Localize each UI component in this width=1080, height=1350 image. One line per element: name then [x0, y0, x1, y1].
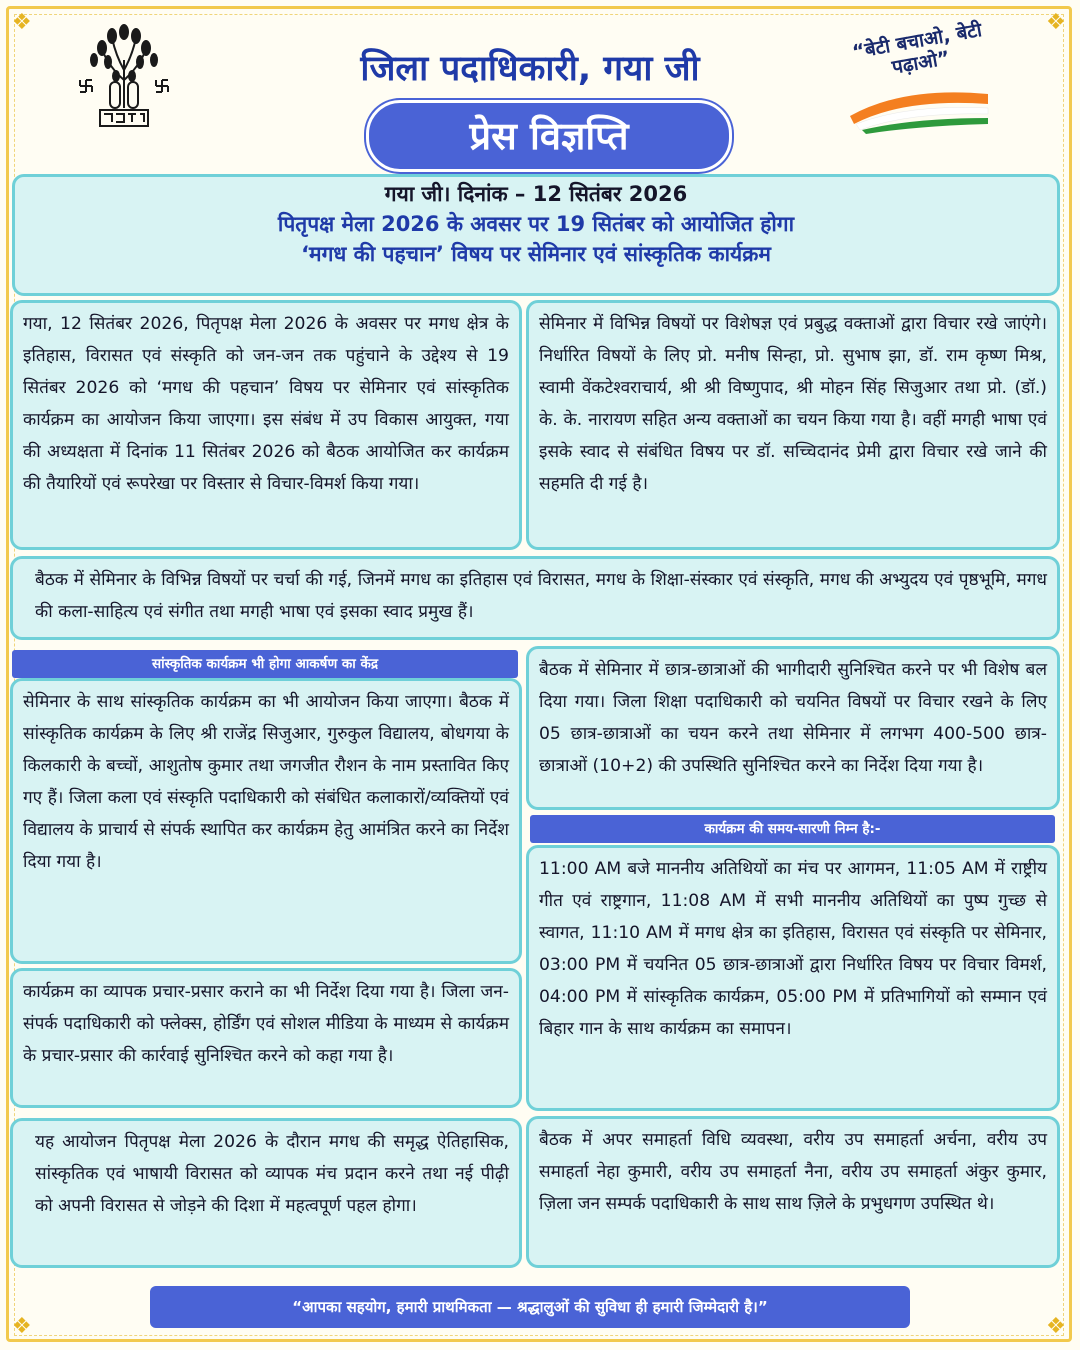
corner-ornament-icon: ❖: [12, 1314, 32, 1339]
page-title: जिला पदाधिकारी, गया जी: [360, 49, 700, 89]
headline-line-1: पितृपक्ष मेला 2026 के अवसर पर 19 सितंबर को आयोजित होगा: [277, 212, 795, 236]
topics-paragraph: बैठक में सेमिनार के विभिन्न विषयों पर चर्चा की गई, जिनमें मगध का इतिहास एवं विरासत, मगध के शिक्षा-संस्कार एवं संस्कृति, मगध की अभ्युदय एवं पृष्ठभूमि, मगध की कला-साहित्य एवं संगीत तथा मगही भाषा एवं इसका स्वाद प्रमुख हैं।: [10, 556, 1060, 640]
corner-ornament-icon: ❖: [1046, 10, 1066, 35]
press-release-badge: प्रेस विज्ञप्ति: [366, 100, 732, 172]
speakers-paragraph: सेमिनार में विभिन्न विषयों पर विशेषज्ञ एवं प्रबुद्ध वक्ताओं द्वारा विचार रखे जाएंगे। निर्धारित विषयों के लिए प्रो. मनीष सिन्हा, प्रो. सुभाष झा, डॉ. राम कृष्ण मिश्र, स्वामी वेंकटेश्वराचार्य, श्री श्री विष्णुपाद, श्री मोहन सिंह सिजुआर तथा प्रो. (डॉ.) के. के. नारायण सहित अन्य वक्ताओं का चयन किया गया है। वहीं मगही भाषा एवं इसके स्वाद से संबंधित विषय पर डॉ. सच्चिदानंद प्रेमी द्वारा विचार रखे जाने की सहमति दी गई है।: [526, 300, 1060, 550]
dateline: गया जी। दिनांक – 12 सितंबर 2026: [384, 182, 688, 206]
corner-ornament-icon: ❖: [12, 10, 32, 35]
headline-line-2: ‘मगध की पहचान’ विषय पर सेमिनार एवं सांस्कृतिक कार्यक्रम: [301, 242, 771, 266]
publicity-paragraph: कार्यक्रम का व्यापक प्रचार-प्रसार कराने का भी निर्देश दिया गया है। जिला जन-संपर्क पदाधिकारी को फ्लेक्स, होर्डिंग एवं सोशल मीडिया के माध्यम से कार्यक्रम के प्रचार-प्रसार की कार्रवाई सुनिश्चित करने को कहा गया है।: [10, 968, 522, 1108]
intro-paragraph: गया, 12 सितंबर 2026, पितृपक्ष मेला 2026 के अवसर पर मगध क्षेत्र के इतिहास, विरासत एवं संस्कृति को जन-जन तक पहुंचाने के उद्देश्य से 19 सितंबर 2026 को ‘मगध की पहचान’ विषय पर सेमिनार एवं सांस्कृतिक कार्यक्रम का आयोजन किया जाएगा। इस संबंध में उप विकास आयुक्त, गया की अध्यक्षता में दिनांक 11 सितंबर 2026 को बैठक आयोजित कर कार्यक्रम की तैयारियों एवं रूपरेखा पर विस्तार से विचार-विमर्श किया गया।: [10, 300, 522, 550]
footer-quote: “आपका सहयोग, हमारी प्राथमिकता — श्रद्धालुओं की सुविधा ही हमारी जिम्मेदारी है।”: [150, 1286, 910, 1328]
cultural-section-heading: सांस्कृतिक कार्यक्रम भी होगा आकर्षण का केंद्र: [12, 650, 518, 678]
schedule-paragraph: 11:00 AM बजे माननीय अतिथियों का मंच पर आगमन, 11:05 AM में राष्ट्रीय गीत एवं राष्ट्रगान, 11:08 AM में सभी माननीय अतिथियों का पुष्प गुच्छ से स्वागत, 11:10 AM में मगध क्षेत्र का इतिहास, विरासत एवं संस्कृति पर सेमिनार, 03:00 PM में चयनित 05 छात्र-छात्राओं द्वारा निर्धारित विषय पर विचार विमर्श, 04:00 PM में सांस्कृतिक कार्यक्रम, 05:00 PM में प्रतिभागियों को सम्मान एवं बिहार गान के साथ कार्यक्रम का समापन।: [526, 845, 1060, 1111]
attendees-paragraph: बैठक में अपर समाहर्ता विधि व्यवस्था, वरीय उप समाहर्ता अर्चना, वरीय उप समाहर्ता नेहा कुमारी, वरीय उप समाहर्ता नैना, वरीय उप समाहर्ता अंकुर कुमार, ज़िला जन सम्पर्क पदाधिकारी के साथ साथ ज़िले के प्रभुधगण उपस्थित थे।: [526, 1116, 1060, 1268]
corner-ornament-icon: ❖: [1046, 1314, 1066, 1339]
significance-paragraph: यह आयोजन पितृपक्ष मेला 2026 के दौरान मगध की समृद्ध ऐतिहासिक, सांस्कृतिक एवं भाषायी विरासत को व्यापक मंच प्रदान करने तथा नई पीढ़ी को अपनी विरासत से जोड़ने की दिशा में महत्वपूर्ण पहल होगा।: [10, 1118, 522, 1268]
beti-bachao-logo-icon: [844, 18, 994, 134]
schedule-section-heading: कार्यक्रम की समय-सारणी निम्न है:-: [530, 815, 1055, 843]
cultural-paragraph: सेमिनार के साथ सांस्कृतिक कार्यक्रम का भी आयोजन किया जाएगा। बैठक में सांस्कृतिक कार्यक्रम के लिए श्री राजेंद्र सिजुआर, गुरुकुल विद्यालय, बोधगया के किलकारी के बच्चों, आशुतोष कुमार तथा जगजीत रौशन के नाम प्रस्तावित किए गए हैं। जिला कला एवं संस्कृति पदाधिकारी को संबंधित कलाकारों/व्यक्तियों एवं विद्यालय के प्राचार्य से संपर्क स्थापित कर कार्यक्रम हेतु आमंत्रित करने का निर्देश दिया गया है।: [10, 678, 522, 964]
students-paragraph: बैठक में सेमिनार में छात्र-छात्राओं की भागीदारी सुनिश्चित करने पर भी विशेष बल दिया गया। जिला शिक्षा पदाधिकारी को चयनित विषयों पर विचार रखने के लिए 05 छात्र-छात्राओं का चयन करने तथा सेमिनार में लगभग 400-500 छात्र-छात्राओं (10+2) की उपस्थिति सुनिश्चित करने का निर्देश दिया गया है।: [526, 646, 1060, 810]
campaign-slogan: “बेटी बचाओ, बेटी पढ़ाओ”: [850, 18, 984, 79]
bihar-emblem-icon: [72, 20, 176, 132]
title-box: [12, 174, 1060, 296]
